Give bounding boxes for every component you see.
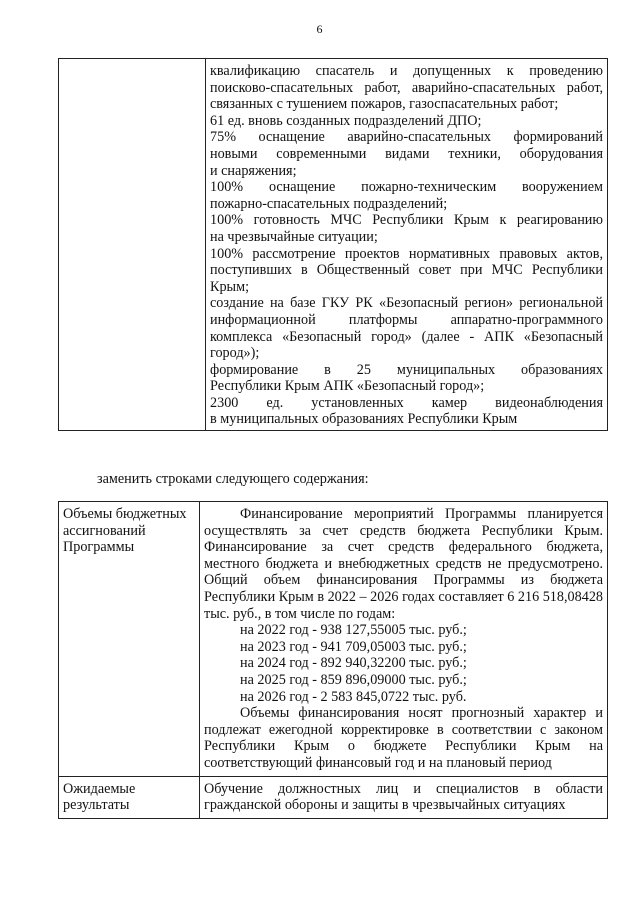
empty-label-cell [59,59,206,431]
text-line: формирование в 25 муниципальных образованиях [210,361,603,378]
results-label-cell: Ожидаемые результаты [59,776,200,818]
text-line: Республики Крым АПК «Безопасный город»; [210,378,485,395]
text-line: поступивших в Общественный совет при МЧС Республики [210,262,603,279]
financing-paragraph: Финансирование мероприятий Программы планируется осуществлять за счет средств бюджета Республики Крым. Финансирование за счет средств федерального бюджета, местного бюджета и внебюджетных средств не предусмотрено. Общий объем финансирования Программы из бюджета Республики Крым в 2022 – 2026 годах составляет 6 216 518,08428 тыс. руб., в том числе по годам: [204,506,604,622]
text-line: 2300 ед. установленных камер видеонаблюдения [210,394,603,411]
text-line: на чрезвычайные ситуации; [210,228,378,245]
text-line: связанных с тушением пожаров, газоспасательных работ; [210,96,559,113]
year-allocation-line: на 2023 год - 941 709,05003 тыс. руб.; [240,638,467,655]
year-allocation-line: на 2025 год - 859 896,09000 тыс. руб.; [240,671,467,688]
table-row [59,59,608,431]
text-line: в муниципальных образованиях Республики Крым [210,411,518,428]
text-line: и снаряжения; [210,162,297,179]
table-row [59,502,608,777]
text-line: 100% рассмотрение проектов нормативных правовых актов, [210,245,603,262]
year-allocation-line: на 2026 год - 2 583 845,0722 тыс. руб. [240,688,467,705]
year-list [204,622,603,705]
text-line: город»); [210,345,260,362]
forecast-paragraph: Объемы финансирования носят прогнозный характер и подлежат ежегодной корректировке в соответствии с законом Республики Крым о бюджете Республики Крым на соответствующий финансовый год и на плановый период [204,705,603,771]
text-line: 100% готовность МЧС Республики Крым к реагированию [210,212,603,229]
text-line: Крым; [210,278,250,295]
text-line: 61 ед. вновь созданных подразделений ДПО; [210,112,482,129]
old-program-table [58,58,608,431]
replacement-intro: заменить строками следующего содержания: [97,471,369,487]
expected-results-old-text [206,59,608,431]
budget-text-cell [200,502,608,777]
text-line: поисково-спасательных работ, аварийно-спасательных работ, [210,79,603,96]
text-line: информационной платформы аппаратно-программного [210,311,603,328]
text-line: пожарно-спасательных подразделений; [210,195,448,212]
budget-label-cell: Объемы бюджетных ассигнований Программы [59,502,200,777]
text-line: создание на базе ГКУ РК «Безопасный регион» региональной [210,295,603,312]
text-line: квалификацию спасатель и допущенных к проведению [210,63,603,79]
text-line: 100% оснащение пожарно-техническим вооружением [210,179,603,196]
table-row [59,776,608,818]
page-number: 6 [316,22,323,36]
text-line: 75% оснащение аварийно-спасательных формирований [210,129,603,146]
results-text-cell: Обучение должностных лиц и специалистов в области гражданской обороны и защиты в чрезвычайных ситуациях [200,776,608,818]
year-allocation-line: на 2022 год - 938 127,55005 тыс. руб.; [240,622,467,639]
text-line: комплекса «Безопасный город» (далее - АПК «Безопасный [210,328,603,345]
year-allocation-line: на 2024 год - 892 940,32200 тыс. руб.; [240,655,467,672]
new-program-table [58,501,608,819]
text-line: новыми современными видами техники, оборудования [210,145,603,162]
